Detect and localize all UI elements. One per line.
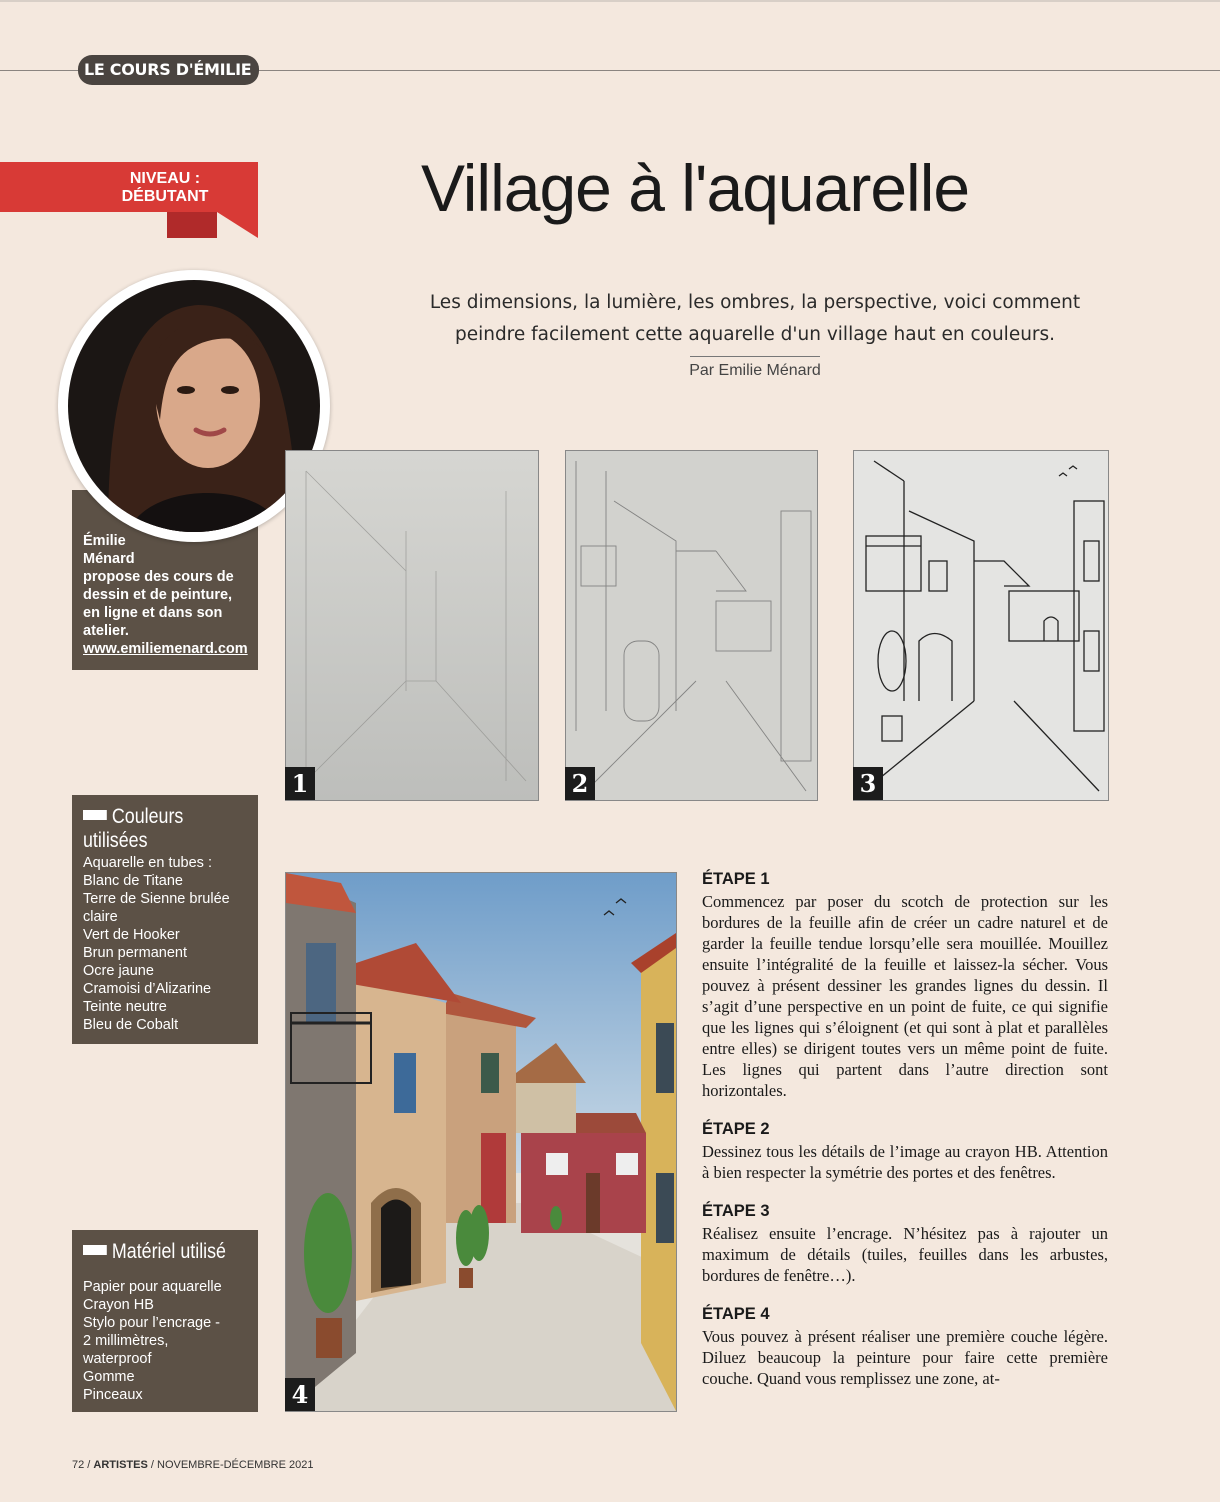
list-item: Blanc de Titane bbox=[83, 873, 183, 889]
step-badge-3: 3 bbox=[853, 767, 883, 800]
step-heading: ÉTAPE 2 bbox=[702, 1120, 770, 1138]
article-title: Village à l'aquarelle bbox=[420, 151, 970, 225]
level-line1: NIVEAU : bbox=[129, 170, 201, 187]
author-name-line2: Ménard bbox=[83, 551, 135, 567]
list-item: 2 millimètres, bbox=[83, 1333, 169, 1349]
colors-box bbox=[72, 795, 258, 1044]
ribbon-tail bbox=[217, 212, 258, 238]
colors-list bbox=[83, 854, 230, 1034]
byline-rule bbox=[690, 356, 820, 357]
step-heading: ÉTAPE 4 bbox=[702, 1305, 770, 1323]
page-number: 72 bbox=[72, 1459, 85, 1471]
list-item: Pinceaux bbox=[83, 1387, 143, 1403]
step-text: Réalisez ensuite l’encrage. N’hésitez pas à rajouter un maximum de détails (tuiles, feuilles dans les arbustes, bordures de fenêtre…). bbox=[702, 1224, 1108, 1285]
page-footer: 72 / ARTISTES / NOVEMBRE-DÉCEMBRE 2021 bbox=[72, 1459, 314, 1471]
list-item: Crayon HB bbox=[83, 1297, 154, 1313]
bar-icon bbox=[83, 810, 107, 820]
list-item: Bleu de Cobalt bbox=[83, 1017, 179, 1033]
list-item: Teinte neutre bbox=[83, 999, 167, 1015]
list-item: Brun permanent bbox=[83, 945, 187, 961]
step-heading: ÉTAPE 3 bbox=[702, 1202, 770, 1220]
list-item: Vert de Hooker bbox=[83, 927, 180, 943]
author-bio-line: dessin et de peinture, bbox=[83, 587, 233, 603]
list-item: claire bbox=[83, 909, 118, 925]
level-line2: DÉBUTANT bbox=[121, 188, 209, 205]
author-bio-line: propose des cours de bbox=[83, 569, 234, 585]
steps-column bbox=[702, 870, 1108, 1389]
sketch-step-1 bbox=[286, 451, 538, 800]
level-label bbox=[70, 170, 260, 206]
lead-line1: Les dimensions, la lumière, les ombres, la perspective, voici comment bbox=[429, 292, 1081, 313]
step-text: Vous pouvez à présent réaliser une première couche légère. Diluez beaucoup la peinture pour faire cette première couche. Quand vous remplissez une zone, at- bbox=[702, 1327, 1108, 1388]
list-item: Stylo pour l’encrage - bbox=[83, 1315, 221, 1331]
section-tag: LE COURS D'ÉMILIE bbox=[78, 55, 259, 85]
author-website-link[interactable]: www.emiliemenard.com bbox=[83, 641, 248, 657]
materials-title bbox=[83, 1240, 226, 1264]
author-name-line1: Émilie bbox=[83, 533, 126, 549]
article-lead bbox=[395, 287, 1115, 351]
list-item: Gomme bbox=[83, 1369, 135, 1385]
list-item: Aquarelle en tubes : bbox=[83, 855, 212, 871]
colors-title bbox=[83, 805, 183, 829]
materials-title-text: Matériel utilisé bbox=[111, 1240, 226, 1263]
author-bio-line: atelier. bbox=[83, 623, 129, 639]
list-item: Terre de Sienne brulée bbox=[83, 891, 230, 907]
list-item: Papier pour aquarelle bbox=[83, 1279, 222, 1295]
step-image-4 bbox=[285, 872, 677, 1412]
colors-title-line1: Couleurs bbox=[111, 805, 184, 828]
top-border bbox=[0, 0, 1220, 2]
step-badge-2: 2 bbox=[565, 767, 595, 800]
list-item: waterproof bbox=[83, 1351, 152, 1367]
materials-box bbox=[72, 1230, 258, 1412]
step-badge-1: 1 bbox=[285, 767, 315, 800]
bar-icon bbox=[83, 1245, 107, 1255]
list-item: Cramoisi d’Alizarine bbox=[83, 981, 212, 997]
step-heading: ÉTAPE 1 bbox=[702, 870, 770, 888]
author-bio bbox=[83, 532, 253, 658]
sketch-step-2 bbox=[566, 451, 817, 800]
step-text: Commencez par poser du scotch de protection sur les bordures de la feuille afin de créer un cadre naturel et de garder la feuille tendue lorsqu’elle sera mouillée. Mouillez ensuite l’intégralité de la feuille et laissez-la sécher. Vous pouvez à présent dessiner les grandes lignes du dessin. Il s’agit d’une perspective en un point de fuite, ce qui signifie que les lignes qui s’éloignent (et qui sont à plat et parallèles entre elles) se dirigent toutes vers un même point de fuite. Les lignes qui partent dans l’autre direction sont horizontales. bbox=[702, 892, 1108, 1100]
issue-date: NOVEMBRE-DÉCEMBRE 2021 bbox=[157, 1459, 314, 1471]
magazine-name: ARTISTES bbox=[93, 1459, 148, 1471]
author-bio-line: en ligne et dans son bbox=[83, 605, 223, 621]
watercolor-step-4 bbox=[286, 873, 676, 1411]
list-item: Ocre jaune bbox=[83, 963, 154, 979]
byline: Par Emilie Ménard bbox=[689, 362, 821, 379]
portrait-photo bbox=[68, 280, 320, 532]
step-image-3 bbox=[853, 450, 1109, 801]
ink-step-3 bbox=[854, 451, 1108, 800]
step-text: Dessinez tous les détails de l’image au crayon HB. Attention à bien respecter la symétrie des portes et des fenêtres. bbox=[702, 1142, 1108, 1182]
step-badge-4: 4 bbox=[285, 1378, 315, 1411]
step-image-2 bbox=[565, 450, 818, 801]
colors-title-line2: utilisées bbox=[83, 829, 148, 852]
lead-line2: peindre facilement cette aquarelle d'un village haut en couleurs. bbox=[454, 324, 1056, 345]
materials-list bbox=[83, 1278, 222, 1404]
step-image-1 bbox=[285, 450, 539, 801]
